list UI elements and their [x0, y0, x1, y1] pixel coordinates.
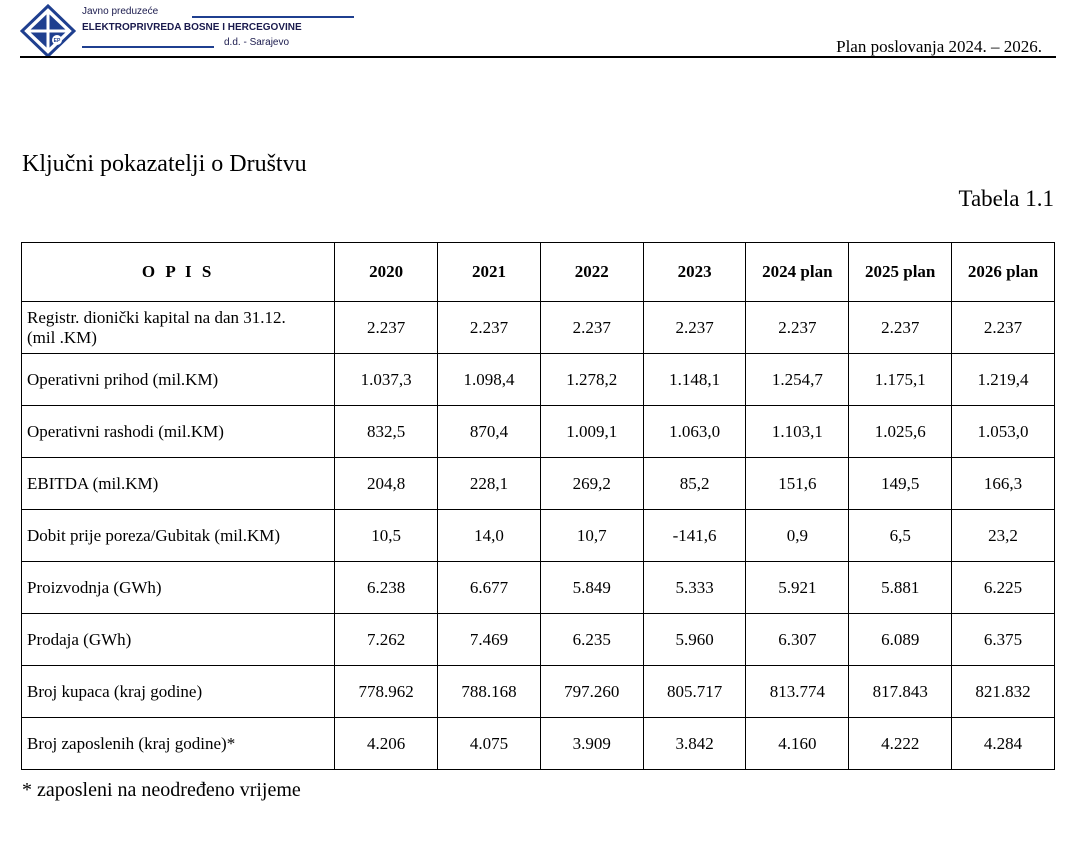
table-cell-value: 778.962 [335, 666, 438, 718]
table-cell-value: 5.849 [540, 562, 643, 614]
row-label-line1: Operativni rashodi (mil.KM) [27, 421, 224, 441]
row-label-line1: Broj kupaca (kraj godine) [27, 681, 203, 701]
row-label-line1: Broj zaposlenih (kraj godine)* [27, 733, 236, 753]
table-cell-value: 4.160 [746, 718, 849, 770]
table-cell-value: 813.774 [746, 666, 849, 718]
table-cell-value: 6,5 [849, 510, 952, 562]
table-cell-value: 5.921 [746, 562, 849, 614]
table-cell-value: 2.237 [540, 302, 643, 354]
column-header-year: 2022 [540, 243, 643, 302]
table-cell-value: 4.206 [335, 718, 438, 770]
page-header [18, 4, 1056, 58]
table-cell-value: 0,9 [746, 510, 849, 562]
table-row [22, 614, 1055, 666]
table-cell-value: 805.717 [643, 666, 746, 718]
company-line3: d.d. - Sarajevo [224, 37, 290, 48]
table-cell-value: 4.222 [849, 718, 952, 770]
table-row [22, 406, 1055, 458]
table-cell-value: 4.075 [438, 718, 541, 770]
table-cell-value: 204,8 [335, 458, 438, 510]
table-cell-value: 166,3 [952, 458, 1055, 510]
company-line2: ELEKTROPRIVREDA BOSNE I HERCEGOVINE [82, 22, 302, 33]
row-label [22, 302, 335, 354]
table-cell-value: 6.677 [438, 562, 541, 614]
table-cell-value: 228,1 [438, 458, 541, 510]
table-cell-value: 7.469 [438, 614, 541, 666]
column-header-year: 2024 plan [746, 243, 849, 302]
table-cell-value: 1.037,3 [335, 354, 438, 406]
row-label-line1: Dobit prije poreza/Gubitak (mil.KM) [27, 525, 281, 545]
table-cell-value: 1.025,6 [849, 406, 952, 458]
row-label-line1: Proizvodnja (GWh) [27, 577, 162, 597]
table-cell-value: 3.842 [643, 718, 746, 770]
table-cell-value: 1.219,4 [952, 354, 1055, 406]
table-cell-value: 1.063,0 [643, 406, 746, 458]
table-row [22, 718, 1055, 770]
row-label-line1: Registr. dionički kapital na dan 31.12. [27, 307, 286, 327]
table-row [22, 562, 1055, 614]
table-header-row [22, 243, 1055, 302]
table-cell-value: -141,6 [643, 510, 746, 562]
company-line1: Javno preduzeće [82, 6, 159, 17]
row-label [22, 614, 335, 666]
table-cell-value: 1.103,1 [746, 406, 849, 458]
table-cell-value: 817.843 [849, 666, 952, 718]
table-cell-value: 2.237 [643, 302, 746, 354]
table-cell-value: 23,2 [952, 510, 1055, 562]
row-label [22, 510, 335, 562]
table-cell-value: 1.009,1 [540, 406, 643, 458]
row-label-line2: (mil .KM) [27, 327, 97, 347]
logo-monogram: EP [53, 38, 61, 44]
table-row [22, 302, 1055, 354]
table-cell-value: 1.098,4 [438, 354, 541, 406]
row-label-line1: Prodaja (GWh) [27, 629, 132, 649]
footnote: * zaposleni na neodređeno vrijeme [22, 779, 301, 801]
table-cell-value: 6.235 [540, 614, 643, 666]
table-cell-value: 6.238 [335, 562, 438, 614]
company-rule-bottom [82, 46, 214, 48]
table-cell-value: 269,2 [540, 458, 643, 510]
table-cell-value: 10,5 [335, 510, 438, 562]
table-label: Tabela 1.1 [958, 186, 1054, 211]
table-cell-value: 1.148,1 [643, 354, 746, 406]
table-row [22, 354, 1055, 406]
table-cell-value: 149,5 [849, 458, 952, 510]
table-cell-value: 1.175,1 [849, 354, 952, 406]
column-header-year: 2021 [438, 243, 541, 302]
column-header-year: 2023 [643, 243, 746, 302]
table-cell-value: 2.237 [952, 302, 1055, 354]
table-row [22, 666, 1055, 718]
table-cell-value: 2.237 [438, 302, 541, 354]
document-title: Plan poslovanja 2024. – 2026. [836, 37, 1042, 56]
table-cell-value: 797.260 [540, 666, 643, 718]
column-header-year: 2026 plan [952, 243, 1055, 302]
table-cell-value: 2.237 [746, 302, 849, 354]
table-cell-value: 788.168 [438, 666, 541, 718]
row-label [22, 718, 335, 770]
table-cell-value: 4.284 [952, 718, 1055, 770]
key-indicators-table [21, 242, 1055, 770]
table-row [22, 458, 1055, 510]
table-cell-value: 1.254,7 [746, 354, 849, 406]
table-cell-value: 2.237 [335, 302, 438, 354]
table-cell-value: 832,5 [335, 406, 438, 458]
row-label [22, 406, 335, 458]
table-cell-value: 1.053,0 [952, 406, 1055, 458]
table-cell-value: 5.960 [643, 614, 746, 666]
table-cell-value: 6.225 [952, 562, 1055, 614]
table-cell-value: 5.881 [849, 562, 952, 614]
table-cell-value: 5.333 [643, 562, 746, 614]
table-cell-value: 14,0 [438, 510, 541, 562]
row-label [22, 562, 335, 614]
table-cell-value: 6.375 [952, 614, 1055, 666]
row-label [22, 458, 335, 510]
table-cell-value: 2.237 [849, 302, 952, 354]
company-logo-icon [20, 4, 76, 58]
table-cell-value: 10,7 [540, 510, 643, 562]
row-label [22, 666, 335, 718]
table-cell-value: 6.307 [746, 614, 849, 666]
table-cell-value: 85,2 [643, 458, 746, 510]
table-cell-value: 3.909 [540, 718, 643, 770]
table-cell-value: 6.089 [849, 614, 952, 666]
table-cell-value: 7.262 [335, 614, 438, 666]
column-header-opis: O P I S [22, 243, 335, 302]
row-label-line1: Operativni prihod (mil.KM) [27, 369, 219, 389]
column-header-year: 2020 [335, 243, 438, 302]
company-rule-top [192, 16, 354, 18]
table-cell-value: 151,6 [746, 458, 849, 510]
row-label [22, 354, 335, 406]
section-title: Ključni pokazatelji o Društvu [22, 151, 307, 177]
table-row [22, 510, 1055, 562]
table-cell-value: 1.278,2 [540, 354, 643, 406]
table-cell-value: 870,4 [438, 406, 541, 458]
table-cell-value: 821.832 [952, 666, 1055, 718]
header-divider [20, 56, 1056, 58]
row-label-line1: EBITDA (mil.KM) [27, 473, 159, 493]
column-header-year: 2025 plan [849, 243, 952, 302]
